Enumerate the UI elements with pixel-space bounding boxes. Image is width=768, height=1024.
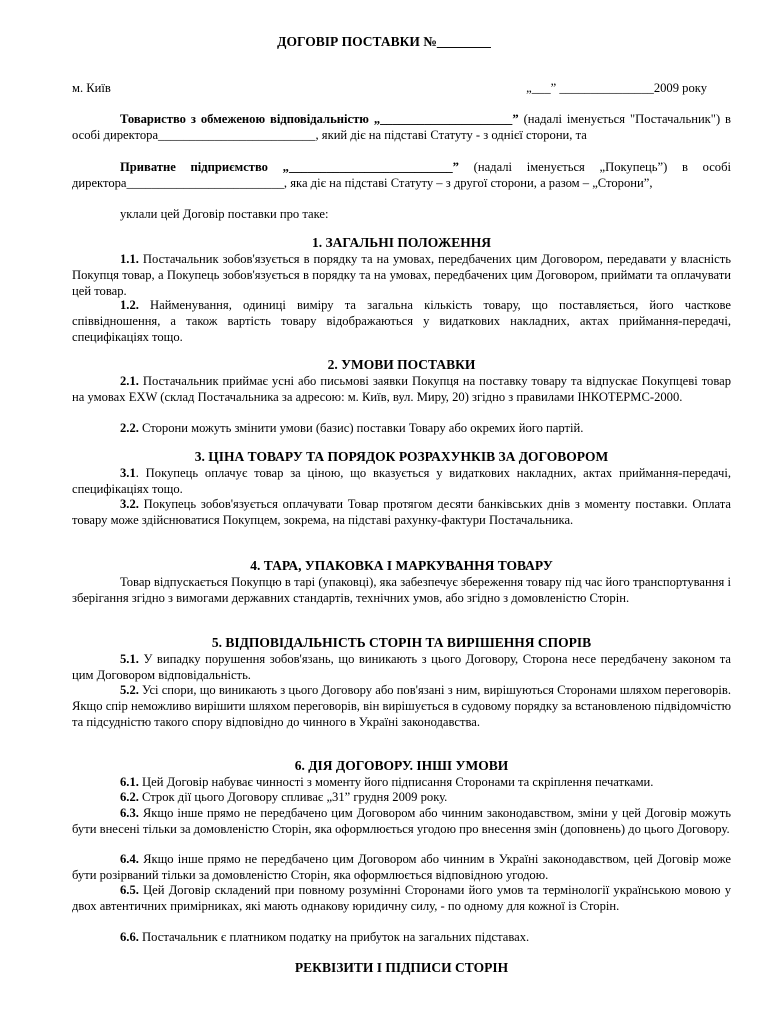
clause xyxy=(72,789,731,805)
section-heading: 6. ДІЯ ДОГОВОРУ. ІНШІ УМОВИ xyxy=(294,758,509,773)
clause-text: Постачальник зобов'язується в порядку та на умовах, передбачених цим Договором, передавати у власність Покупця товар, а Покупець зобов'язується в порядку та на умовах, передбачених цим Договором, приймати та оплачувати цей товар. xyxy=(72,252,731,298)
clause xyxy=(72,851,731,883)
intro-text: уклали цей Договір поставки про таке: xyxy=(120,207,329,221)
clause-text: Якщо інше прямо не передбачено цим Договором або чинним законодавством, зміни у цей Договір можуть бути внесені тільки за домовленістю Сторін, яка оформлюється угодою про внесення змін (доповнень) до цього Договору. xyxy=(72,806,731,836)
party1-name: Товариство з обмеженою відповідальністю „_____________________” xyxy=(120,112,519,126)
clause-text: Цей Договір набуває чинності з моменту його підписання Сторонами та скріплення печатками. xyxy=(138,775,654,789)
clause-number: 6.5. xyxy=(120,883,139,897)
clause-text: Постачальник приймає усні або письмові заявки Покупця на поставку товару та відпускає Покупцеві товар на умовах EXW (склад Постачальника за адресою: м. Київ, вул. Миру, 20) згідно з правилами ІНКОТЕРМС-2000. xyxy=(72,374,731,404)
clause xyxy=(72,297,731,345)
clause-number: 3.2. xyxy=(120,497,139,511)
section-heading: 2. УМОВИ ПОСТАВКИ xyxy=(327,357,476,372)
clause xyxy=(72,929,731,945)
clause xyxy=(72,251,731,299)
clause-number: 1.2. xyxy=(120,298,139,312)
contract-date: „___” _______________2009 року xyxy=(526,81,707,95)
clause-text: Усі спори, що виникають з цього Договору або пов'язані з ним, вирішуються Сторонами шляхом переговорів. Якщо спір неможливо вирішити шляхом переговорів, він вирішується в судовому порядку за встановленою підвідомчістю та підсудністю такого спору відповідно до чинного в Україні законодавства. xyxy=(72,683,731,729)
clause xyxy=(72,882,731,914)
clause xyxy=(72,420,731,436)
clause xyxy=(72,465,731,497)
clause xyxy=(72,805,731,837)
clause-number: 6.1. xyxy=(120,775,139,789)
party1-paragraph xyxy=(72,111,731,143)
clause-number: 2.1. xyxy=(120,374,139,388)
clause xyxy=(72,682,731,730)
requisites-heading: РЕКВІЗИТИ І ПІДПИСИ СТОРІН xyxy=(294,960,509,975)
clause-number: 5.1. xyxy=(120,652,139,666)
section-heading: 3. ЦІНА ТОВАРУ ТА ПОРЯДОК РОЗРАХУНКІВ ЗА ДОГОВОРОМ xyxy=(194,449,609,464)
clause-text: Цей Договір складений при повному розумінні Сторонами його умов та термінології українською мовою у двох автентичних примірниках, які мають однакову юридичну силу, - по одному для кожної із Сторін. xyxy=(72,883,731,913)
clause-text: Найменування, одиниці виміру та загальна кількість товару, що поставляється, його часткове співвідношення, а також вартість товару відображаються у видаткових накладних, актах приймання-передачі, специфікаціях тощо. xyxy=(72,298,731,344)
party2-paragraph xyxy=(72,159,731,191)
clause-number: 6.2. xyxy=(120,790,139,804)
party2-name: Приватне підприємство „__________________________” xyxy=(120,160,459,174)
section-heading: 5. ВІДПОВІДАЛЬНІСТЬ СТОРІН ТА ВИРІШЕННЯ СПОРІВ xyxy=(211,635,592,650)
clause xyxy=(72,574,731,606)
clause-number: 3.1 xyxy=(120,466,136,480)
clause-text: . Покупець оплачує товар за ціною, що вказується у видаткових накладних, актах приймання-передачі, специфікаціях тощо. xyxy=(72,466,731,496)
clause-text: У випадку порушення зобов'язань, що виникають з цього Договору, Сторона несе передбачену законом та цим Договором відповідальність. xyxy=(72,652,731,682)
clause-number: 2.2. xyxy=(120,421,139,435)
document-title: ДОГОВІР ПОСТАВКИ №________ xyxy=(277,34,491,49)
clause-text: Покупець зобов'язується оплачувати Товар протягом десяти банківських днів з моменту поставки. Оплата товару може здійснюватися Покупцем, зокрема, на підставі рахунку-фактури Постачальника. xyxy=(72,497,731,527)
clause-number: 5.2. xyxy=(120,683,139,697)
section-heading: 1. ЗАГАЛЬНІ ПОЛОЖЕННЯ xyxy=(311,235,491,250)
party2-details: (надалі іменується „Покупець”) в особі директора_________________________, яка діє на підставі Статуту – з другої сторони, а разом – „Сторони”, xyxy=(72,160,732,190)
clause-number: 6.6. xyxy=(120,930,139,944)
clause-text: Товар відпускається Покупцю в тарі (упаковці), яка забезпечує збереження товару під час його транспортування і зберігання згідно з вимогами державних стандартів, технічних умов, або згідно з домовленістю Сторін. xyxy=(72,575,731,605)
clause-number: 1.1. xyxy=(120,252,139,266)
party1-details: (надалі іменується "Постачальник") в особі директора_________________________, який діє на підставі Статуту - з однієї сторони, та xyxy=(72,112,731,142)
clause-number: 6.4. xyxy=(120,852,139,866)
clause-number: 6.3. xyxy=(120,806,139,820)
city: м. Київ xyxy=(72,81,111,95)
clause xyxy=(72,496,731,528)
clause-text: Постачальник є платником податку на прибуток на загальних підставах. xyxy=(138,930,530,944)
clause-text: Сторони можуть змінити умови (базис) поставки Товару або окремих його партій. xyxy=(138,421,584,435)
clause-text: Якщо інше прямо не передбачено цим Договором або чинним в Україні законодавством, цей Договір може бути розірваний тільки за домовленістю Сторін, яка оформлюється відповідною угодою. xyxy=(72,852,731,882)
clause xyxy=(72,651,731,683)
clause xyxy=(72,373,731,405)
clause xyxy=(72,774,731,790)
clause-text: Строк дії цього Договору спливає „31” грудня 2009 року. xyxy=(138,790,448,804)
section-heading: 4. ТАРА, УПАКОВКА І МАРКУВАННЯ ТОВАРУ xyxy=(250,558,553,573)
